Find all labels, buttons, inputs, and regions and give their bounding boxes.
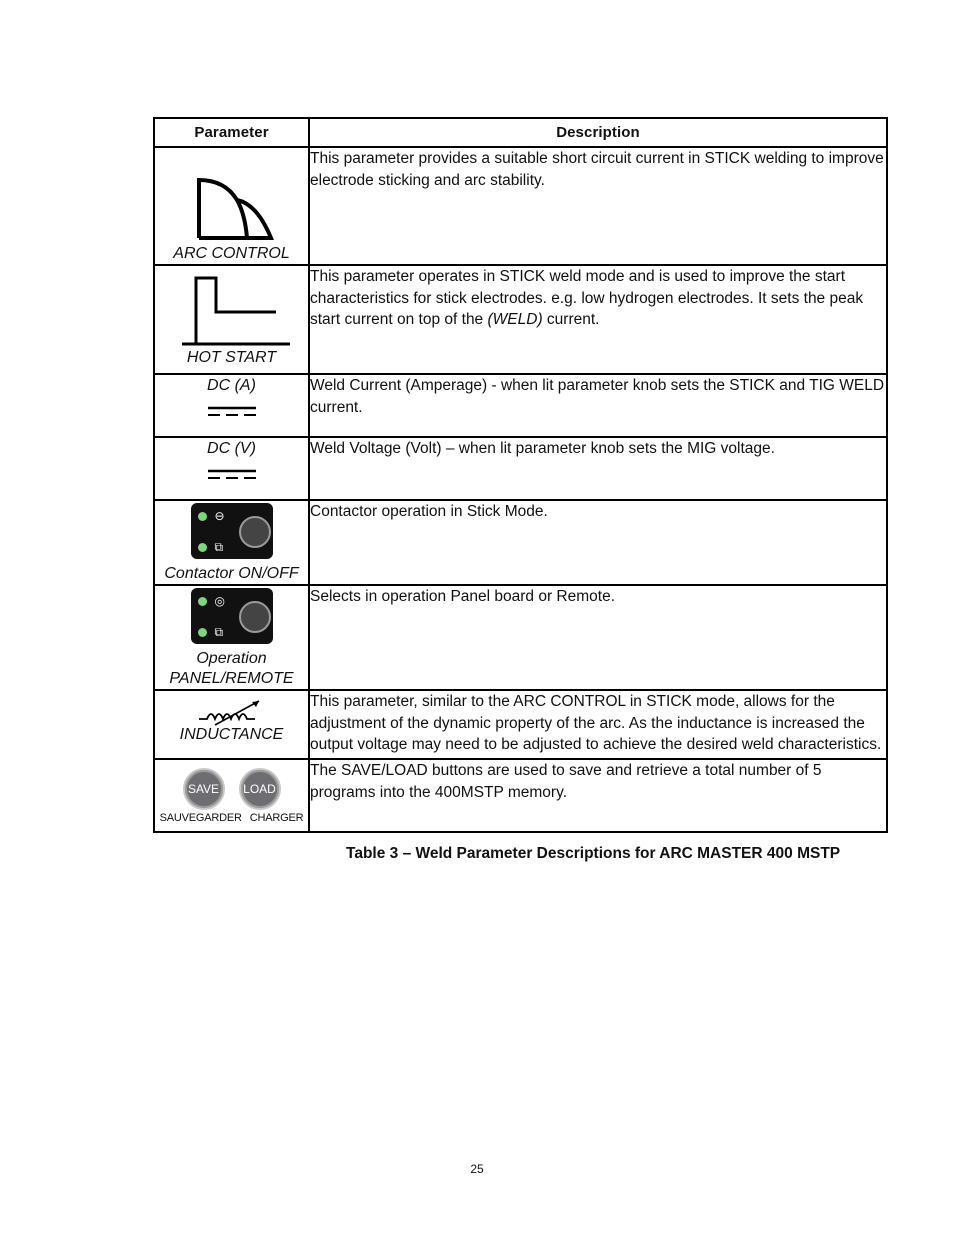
remote-arrow-icon: ⧉ <box>214 540 224 554</box>
contactor-symbol-icon: ⊖ <box>214 509 225 523</box>
header-parameter: Parameter <box>154 118 309 147</box>
param-label-line2: PANEL/REMOTE <box>169 670 294 687</box>
param-cell-dc-amperage <box>154 374 309 437</box>
param-label-line1: Operation <box>196 650 267 667</box>
param-label: ARC CONTROL <box>173 245 290 262</box>
description-cell: Weld Voltage (Volt) – when lit parameter knob sets the MIG voltage. <box>309 437 887 500</box>
param-cell-save-load <box>154 759 309 832</box>
param-cell-inductance <box>154 690 309 759</box>
description-text-end: current. <box>542 311 600 328</box>
description-cell: The SAVE/LOAD buttons are used to save and retrieve a total number of 5 programs into the 400MSTP memory. <box>309 759 887 832</box>
table-header-row <box>154 118 887 147</box>
table-caption: Table 3 – Weld Parameter Descriptions for ARC MASTER 400 MSTP <box>346 845 841 862</box>
inductance-icon <box>197 697 267 727</box>
load-button: LOAD <box>239 768 281 810</box>
table-row <box>154 147 887 265</box>
led-indicator <box>198 628 207 637</box>
led-indicator <box>198 543 207 552</box>
load-sublabel: CHARGER <box>249 812 304 824</box>
led-indicator <box>198 597 207 606</box>
contactor-panel-icon <box>191 503 273 559</box>
remote-arrow-icon: ⧉ <box>214 625 224 639</box>
save-button: SAVE <box>183 768 225 810</box>
table-row <box>154 374 887 437</box>
table-row <box>154 585 887 690</box>
param-label: Contactor ON/OFF <box>164 565 299 582</box>
panel-symbol-icon: ◎ <box>214 594 225 608</box>
save-sublabel: SAUVEGARDER <box>159 812 242 824</box>
description-cell: Selects in operation Panel board or Remote. <box>309 585 887 690</box>
description-cell: Contactor operation in Stick Mode. <box>309 500 887 585</box>
table-row <box>154 437 887 500</box>
table-row <box>154 759 887 832</box>
param-cell-contactor <box>154 500 309 585</box>
param-label: HOT START <box>186 349 277 366</box>
table-row <box>154 265 887 374</box>
panel-knob <box>239 516 271 548</box>
param-cell-arc-control <box>154 147 309 265</box>
operation-panel-icon <box>191 588 273 644</box>
param-label: DC (V) <box>207 440 256 457</box>
save-load-buttons-icon <box>155 768 308 824</box>
dc-symbol-icon <box>206 404 258 420</box>
param-cell-hot-start <box>154 265 309 374</box>
weld-parameter-table <box>153 117 888 833</box>
led-indicator <box>198 512 207 521</box>
param-label: INDUCTANCE <box>179 726 284 743</box>
table-row <box>154 500 887 585</box>
hot-start-icon <box>172 274 292 346</box>
dc-symbol-icon <box>206 467 258 483</box>
arc-control-icon <box>177 170 287 242</box>
header-description: Description <box>309 118 887 147</box>
description-cell <box>309 265 887 374</box>
description-text: This parameter operates in STICK weld mode and is used to improve the start characteristics for stick electrodes. e.g. low hydrogen electrodes. It sets the peak start current on top of the <box>310 268 864 328</box>
page-number: 25 <box>470 1162 484 1176</box>
description-cell: This parameter provides a suitable short circuit current in STICK welding to improve electrode sticking and arc stability. <box>309 147 887 265</box>
description-weld-italic: (WELD) <box>487 311 543 328</box>
param-label: DC (A) <box>207 377 256 394</box>
param-cell-operation <box>154 585 309 690</box>
table-row <box>154 690 887 759</box>
panel-knob <box>239 601 271 633</box>
description-cell: This parameter, similar to the ARC CONTROL in STICK mode, allows for the adjustment of the dynamic property of the arc. As the inductance is increased the output voltage may need to be adjusted to achieve the desired weld characteristics. <box>309 690 887 759</box>
param-cell-dc-voltage <box>154 437 309 500</box>
description-cell: Weld Current (Amperage) - when lit parameter knob sets the STICK and TIG WELD current. <box>309 374 887 437</box>
